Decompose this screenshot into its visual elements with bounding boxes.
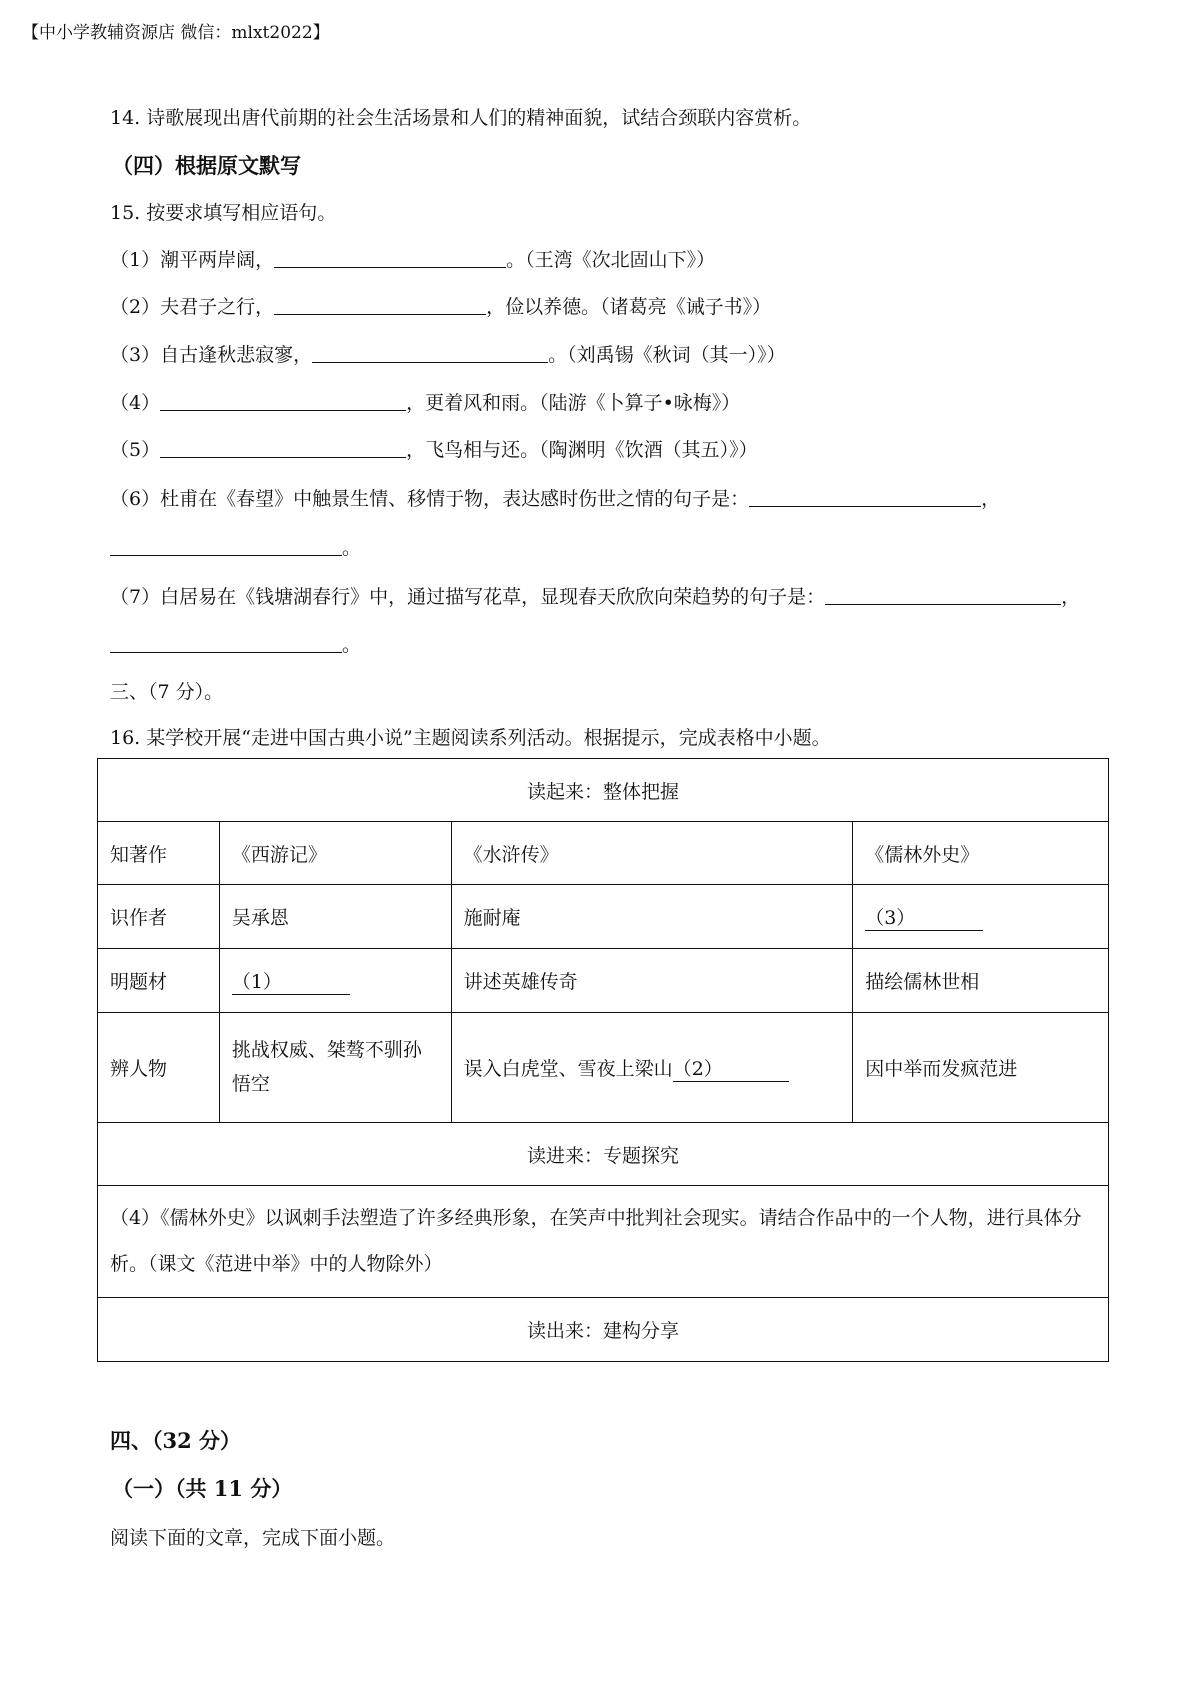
q15-item-6-post2: 。 [342, 537, 362, 559]
cell-work-1: 《西游记》 [219, 822, 451, 885]
answer-blank[interactable] [110, 633, 342, 653]
q15-item-1 [110, 245, 715, 272]
cell-theme-1[interactable] [219, 949, 451, 1013]
cell-character-3: 因中举而发疯范进 [853, 1013, 1109, 1123]
label-authors: 识作者 [98, 885, 220, 949]
q15-item-5-pre: （5） [110, 439, 161, 461]
reading-activity-table [97, 758, 1109, 1362]
cell-character-2 [451, 1013, 853, 1123]
answer-blank[interactable] [274, 248, 506, 268]
answer-slot-2[interactable]: （2） [673, 1054, 789, 1082]
q15-item-5-post: ，飞鸟相与还。（陶渊明《饮酒（其五）》） [406, 439, 758, 461]
label-themes: 明题材 [98, 949, 220, 1013]
q15-item-2 [110, 292, 771, 319]
q15-item-6-line2 [110, 533, 361, 560]
table-row [98, 1186, 1109, 1298]
q15-item-6-post: ， [981, 488, 1001, 510]
q15-item-7-post2: 。 [342, 634, 362, 656]
section-3-heading: 三、（7 分）。 [110, 681, 224, 703]
answer-slot-3[interactable]: （3） [865, 903, 983, 931]
watermark-header: 【中小学教辅资源店 微信：mlxt2022】 [22, 23, 330, 43]
q15-item-7-post: ， [1061, 586, 1081, 608]
q15-item-4-post: ，更着风和雨。（陆游《卜算子•咏梅》） [406, 392, 741, 414]
section-title-dictation: （四）根据原文默写 [112, 153, 301, 178]
label-works: 知著作 [98, 822, 220, 885]
row-read-deep: 读进来：专题探究 [98, 1123, 1109, 1186]
question-15-intro: 15. 按要求填写相应语句。 [110, 202, 337, 224]
cell-theme-3: 描绘儒林世相 [853, 949, 1109, 1013]
answer-blank[interactable] [274, 295, 486, 315]
question-14: 14. 诗歌展现出唐代前期的社会生活场景和人们的精神面貌，试结合颈联内容赏析。 [110, 107, 812, 129]
q15-item-3 [110, 340, 786, 367]
cell-author-1: 吴承恩 [219, 885, 451, 949]
table-row [98, 822, 1109, 885]
q15-item-3-pre: （3）自古逢秋悲寂寥， [110, 344, 313, 366]
table-row [98, 1123, 1109, 1186]
q15-item-4-pre: （4） [110, 392, 161, 414]
answer-blank[interactable] [160, 438, 406, 458]
q15-item-7-pre: （7）白居易在《钱塘湖春行》中，通过描写花草，显现春天欣欣向荣趋势的句子是： [110, 586, 826, 608]
table-row [98, 949, 1109, 1013]
question-4-prompt: （4）《儒林外史》以讽刺手法塑造了许多经典形象，在笑声中批判社会现实。请结合作品中的一个人物，进行具体分析。（课文《范进中举》中的人物除外） [98, 1186, 1109, 1298]
q15-item-3-post: 。（刘禹锡《秋词（其一）》） [548, 344, 786, 366]
answer-slot-1[interactable]: （1） [232, 967, 350, 995]
q15-item-1-post: 。（王湾《次北固山下》） [506, 249, 716, 271]
answer-blank[interactable] [312, 343, 548, 363]
answer-blank[interactable] [160, 391, 406, 411]
section-4-heading: 四、（32 分） [110, 1428, 242, 1453]
q15-item-1-pre: （1）潮平两岸阔， [110, 249, 275, 271]
table-row [98, 1298, 1109, 1362]
label-characters: 辨人物 [98, 1013, 220, 1123]
answer-blank[interactable] [825, 585, 1061, 605]
q15-item-2-pre: （2）夫君子之行， [110, 296, 275, 318]
q15-item-5 [110, 435, 758, 462]
cell-author-2: 施耐庵 [451, 885, 853, 949]
table-row [98, 885, 1109, 949]
q15-item-7 [110, 582, 1080, 609]
row-read-in: 读起来：整体把握 [98, 759, 1109, 822]
q15-item-6 [110, 484, 1000, 511]
cell-theme-2: 讲述英雄传奇 [451, 949, 853, 1013]
character-2-text: 误入白虎堂、雪夜上梁山 [463, 1057, 673, 1080]
q15-item-7-line2 [110, 630, 361, 657]
q15-item-6-pre: （6）杜甫在《春望》中触景生情、移情于物，表达感时伤世之情的句子是： [110, 488, 750, 510]
question-16: 16. 某学校开展“走进中国古典小说”主题阅读系列活动。根据提示，完成表格中小题。 [110, 727, 831, 749]
part-1-heading: （一）（共 11 分） [112, 1476, 293, 1501]
answer-blank[interactable] [749, 487, 981, 507]
table-row [98, 1013, 1109, 1123]
cell-work-3: 《儒林外史》 [853, 822, 1109, 885]
row-read-out: 读出来：建构分享 [98, 1298, 1109, 1362]
cell-author-3[interactable] [853, 885, 1109, 949]
answer-blank[interactable] [110, 536, 342, 556]
table-row [98, 759, 1109, 822]
cell-character-1: 挑战权威、桀骜不驯孙悟空 [219, 1013, 451, 1123]
cell-work-2: 《水浒传》 [451, 822, 853, 885]
q15-item-4 [110, 388, 740, 415]
reading-instruction: 阅读下面的文章，完成下面小题。 [110, 1527, 396, 1549]
q15-item-2-post: ，俭以养德。（诸葛亮《诫子书》） [486, 296, 772, 318]
